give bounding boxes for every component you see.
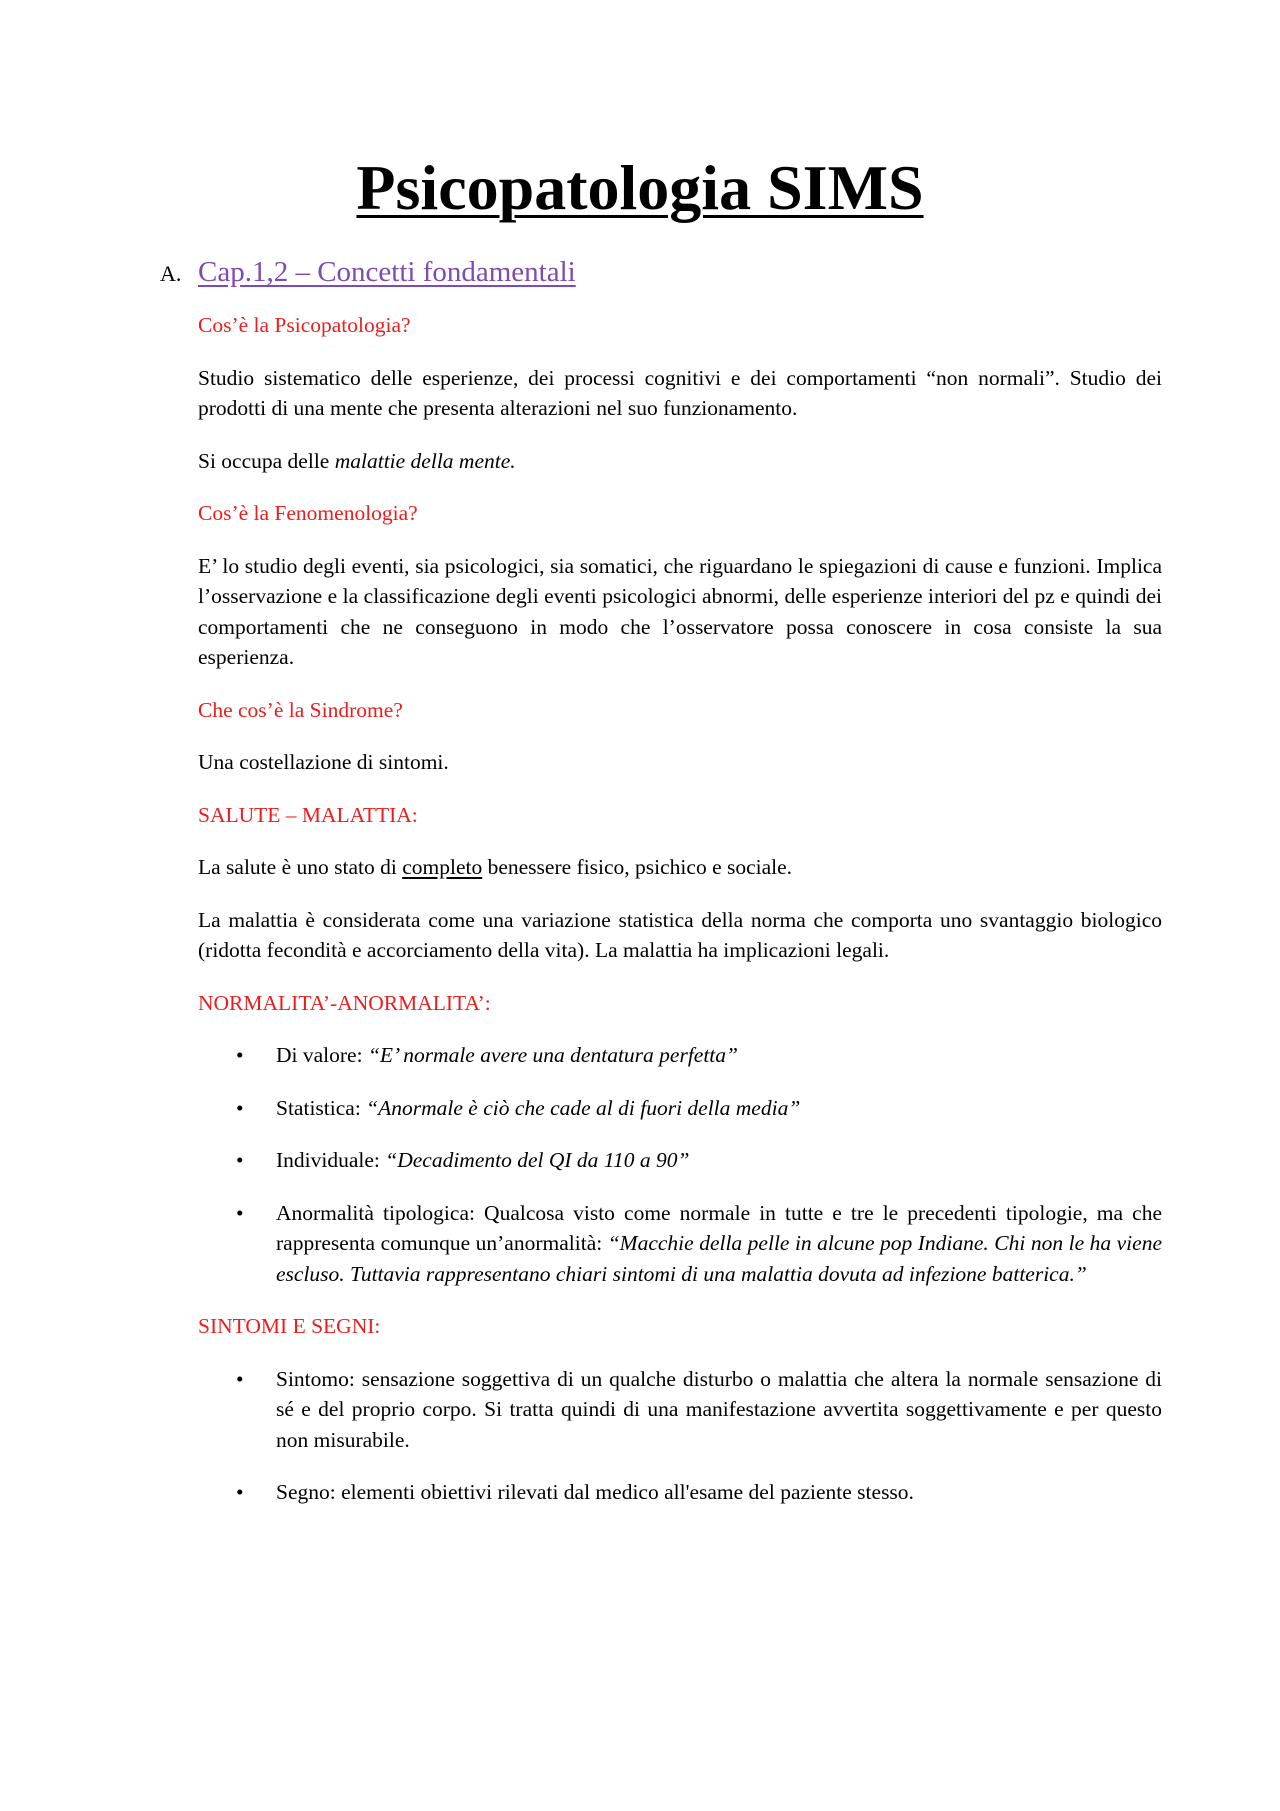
item-label: Di valore:: [276, 1043, 368, 1067]
item-quote: “E’ normale avere una dentatura perfetta”: [367, 1043, 738, 1067]
list-marker: A.: [160, 261, 182, 286]
item-label: Individuale:: [276, 1148, 386, 1172]
underlined-text: completo: [402, 855, 483, 879]
paragraph: Studio sistematico delle esperienze, dei processi cognitivi e dei comportamenti “non normali”. Studio dei prodotti di una mente che presenta alterazioni nel suo funzionamento.: [198, 365, 1162, 420]
text-span: benessere fisico, psichico e sociale.: [482, 855, 793, 879]
bullet-icon: •: [236, 1148, 244, 1172]
section-heading-sintomi: SINTOMI E SEGNI:: [198, 1314, 381, 1338]
page-title: Psicopatologia SIMS: [356, 152, 924, 223]
text-span: .: [510, 448, 516, 473]
section-heading-normalita: NORMALITA’-ANORMALITA’:: [198, 990, 491, 1015]
list-item: [198, 1198, 1162, 1290]
list-item: [198, 1093, 1162, 1124]
text-span: La salute è uno stato di: [198, 855, 403, 879]
list-item: [198, 1145, 1162, 1176]
bullet-icon: •: [236, 1200, 244, 1225]
paragraph: E’ lo studio degli eventi, sia psicologici, sia somatici, che riguardano le spiegazioni di cause e funzioni. Implica l’osservazione e la classificazione degli eventi psicologici abnormi, delle esperienze interiori del pz e quindi dei comportamenti che ne conseguono in modo che l’osservatore possa conoscere in cosa consiste la sua esperienza.: [198, 553, 1162, 669]
bullet-icon: •: [236, 1480, 244, 1504]
section-heading-fenomenologia: Cos’è la Fenomenologia?: [198, 501, 418, 525]
bullet-icon: •: [236, 1043, 244, 1067]
item-quote: “Decadimento del QI da 110 a 90”: [385, 1148, 690, 1172]
list-item: [198, 1364, 1162, 1456]
paragraph: [198, 446, 1162, 477]
item-text: Segno: elementi obiettivi rilevati dal medico all'esame del paziente stesso.: [276, 1480, 914, 1504]
list-item: [198, 1477, 1162, 1508]
item-quote: “Macchie della pelle in alcune pop Indiane. Chi non le ha viene escluso. Tuttavia rappresentano chiari sintomi di una malattia dovuta ad infezione batterica.”: [276, 1231, 1162, 1286]
item-quote: “Anormale è ciò che cade al di fuori della media”: [366, 1095, 801, 1120]
bullet-icon: •: [236, 1366, 244, 1391]
chapter-heading: [160, 254, 576, 292]
list-item: [198, 1040, 1162, 1071]
bullet-list-sintomi: [198, 1364, 1162, 1508]
section-heading-salute: SALUTE – MALATTIA:: [198, 802, 418, 827]
italic-text: malattie della mente: [334, 448, 511, 473]
item-label: Statistica:: [276, 1095, 367, 1120]
bullet-list-normalita: [198, 1040, 1162, 1289]
item-label: Anormalità tipologica: Qualcosa visto come normale in tutte e tre le precedenti tipologie, ma che rappresenta comunque un’anormalità:: [276, 1200, 1162, 1255]
section-heading-psicopatologia: Cos’è la Psicopatologia?: [198, 313, 411, 337]
document-body: [198, 310, 1162, 1530]
bullet-icon: •: [236, 1095, 244, 1120]
paragraph: [198, 852, 1162, 883]
text-span: Si occupa delle: [198, 448, 335, 473]
paragraph: Una costellazione di sintomi.: [198, 750, 449, 774]
item-text: Sintomo: sensazione soggettiva di un qualche disturbo o malattia che altera la normale sensazione di sé e del proprio corpo. Si tratta quindi di una manifestazione avvertita soggettivamente e per questo non misurabile.: [276, 1366, 1162, 1452]
chapter-link[interactable]: Cap.1,2 – Concetti fondamentali: [198, 256, 576, 288]
section-heading-sindrome: Che cos’è la Sindrome?: [198, 697, 403, 722]
paragraph: La malattia è considerata come una variazione statistica della norma che comporta uno svantaggio biologico (ridotta fecondità e accorciamento della vita). La malattia ha implicazioni legali.: [198, 907, 1162, 962]
